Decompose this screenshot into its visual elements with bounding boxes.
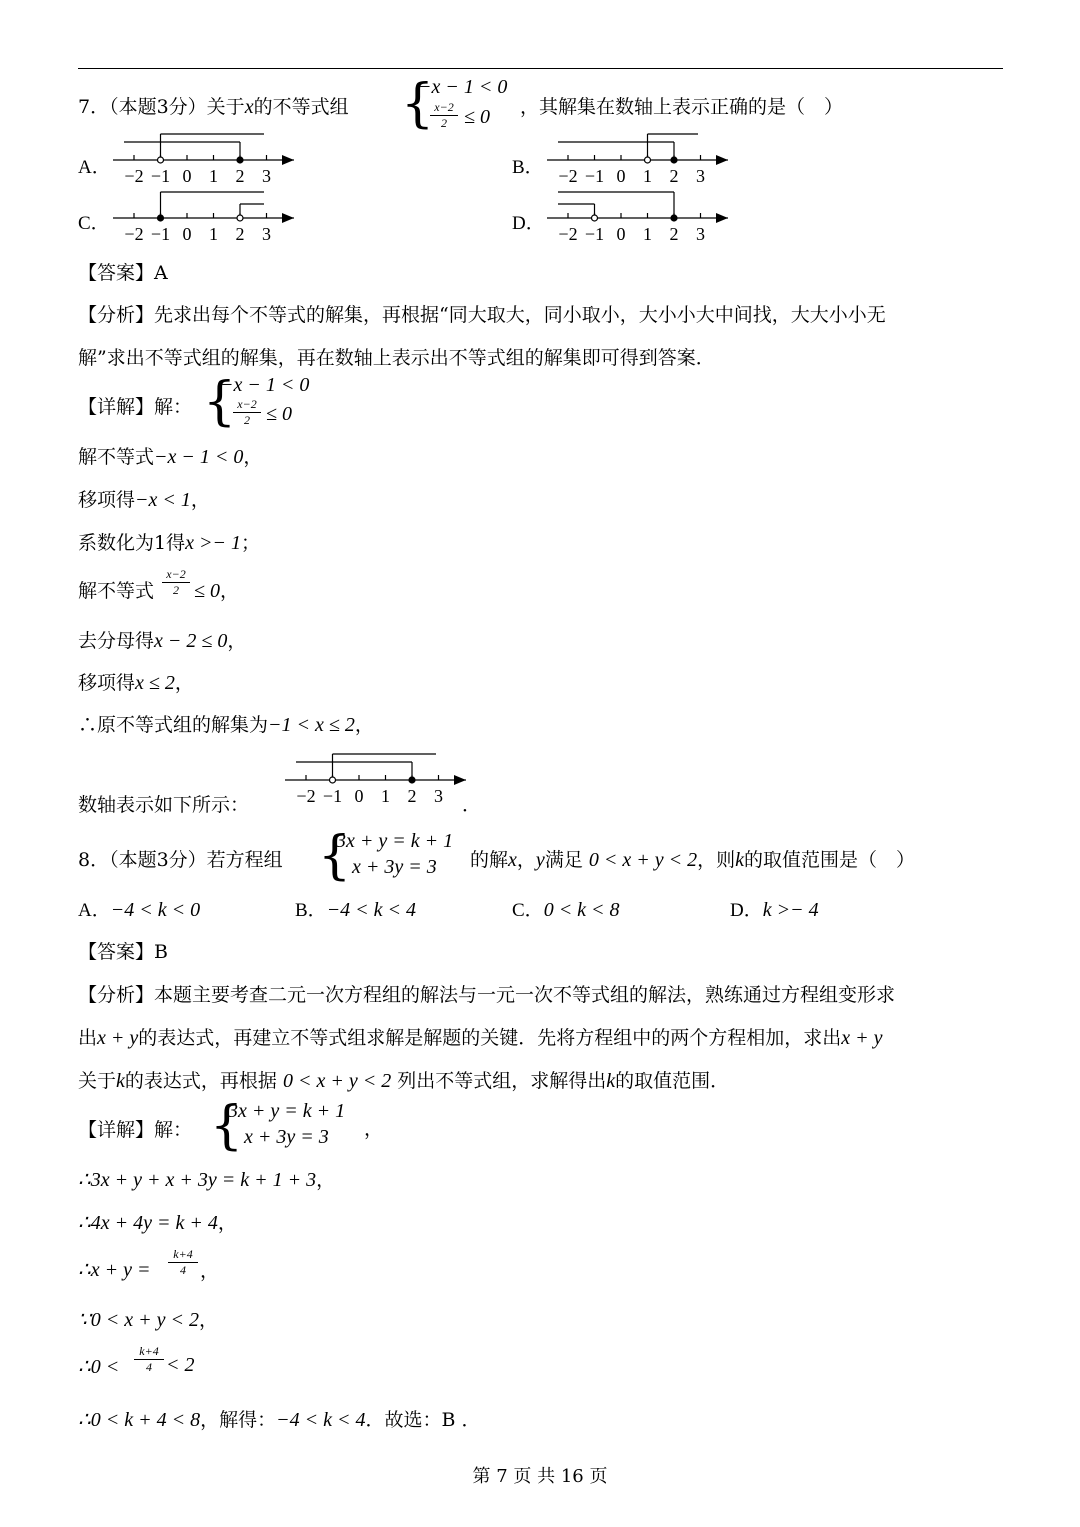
q7-step4-tail-wrap <box>194 576 239 603</box>
q8-detail-brace: { <box>210 1096 244 1156</box>
q8-var-x: x <box>508 849 517 871</box>
tick-label-4: 2 <box>669 166 679 186</box>
q7-step6-text: 移项得 <box>78 672 136 694</box>
solution-ray-0 <box>158 192 265 221</box>
page-footer: 第 7 页 共 16 页 <box>472 1466 608 1487</box>
q8-a3-text1: 的表达式，再根据 <box>124 1070 277 1092</box>
q8-detail-sys-end: ， <box>364 1118 384 1140</box>
q7-sys-frac <box>430 101 458 130</box>
open-dot <box>330 777 336 783</box>
q8-brace: { <box>318 826 352 886</box>
q8-analysis-label: 【分析】 <box>78 984 155 1006</box>
q7-step3-text: 系数化为1得 <box>78 532 186 554</box>
q7-step7-end: ， <box>354 714 374 736</box>
tick-label-3: 1 <box>381 786 390 806</box>
tick-label-5: 3 <box>696 224 705 244</box>
q7-step7 <box>78 710 374 737</box>
q8-a2-math: x + y <box>97 1027 139 1049</box>
closed-dot <box>671 157 677 163</box>
tick-label-0: −2 <box>558 224 578 244</box>
tick-label-2: 0 <box>182 166 192 186</box>
q7-answer: 【答案】A <box>78 262 168 284</box>
q7-step4-text: 解不等式 <box>78 580 155 602</box>
q7-step4-den: 2 <box>173 583 179 597</box>
q8-analysis-line1 <box>78 980 895 1007</box>
q7-option-b-label: B． <box>512 157 544 178</box>
q7-option-a-label: A． <box>78 157 111 178</box>
q7-step6-math: x ≤ 2 <box>135 672 175 694</box>
open-dot <box>237 215 243 221</box>
q8-option-a-label: A． <box>78 900 111 921</box>
q8-option-a <box>78 895 200 922</box>
number-line-axis <box>547 213 728 244</box>
q8-stem-mid2: 满足 <box>544 849 583 871</box>
tick-label-3: 1 <box>209 224 218 244</box>
tick-label-5: 3 <box>262 224 271 244</box>
q7-step4 <box>78 576 154 603</box>
open-dot <box>592 215 598 221</box>
q8-d6-math2: −4 < k < 4 <box>276 1409 366 1431</box>
q8-d5-pre: ∴0 < <box>78 1356 120 1378</box>
open-dot <box>645 157 651 163</box>
q8-var-y: y <box>535 849 545 871</box>
q7-step2 <box>78 485 210 512</box>
q8-d1 <box>78 1165 335 1192</box>
q8-stem-rest <box>470 845 915 872</box>
q7-option-a-number-line <box>108 128 308 188</box>
tick-label-1: −1 <box>584 224 605 244</box>
q8-d5-num: k+4 <box>139 1344 159 1358</box>
q7-analysis-text1: 先求出每个不等式的解集，再根据“同大取大，同小取小，大小小大中间找，大大小小无 <box>154 304 886 326</box>
q7-step4-num: x−2 <box>166 567 186 581</box>
q7-step7-text: ∴原不等式组的解集为 <box>78 714 269 736</box>
q7-option-d-label: D． <box>512 213 545 234</box>
q8-cond: 0 < x + y < 2 <box>588 849 698 871</box>
axis-arrow <box>716 155 728 165</box>
tick-label-0: −2 <box>124 166 144 186</box>
q8-stem-mid3: ，则 <box>697 849 736 871</box>
tick-label-1: −1 <box>150 166 171 186</box>
q8-option-c-math: 0 < k < 8 <box>543 899 620 921</box>
q8-option-d <box>730 895 819 922</box>
q8-d1-math: ∴3x + y + x + 3y = k + 1 + 3 <box>78 1169 317 1191</box>
q8-d6-text2: ．故选：B ． <box>365 1409 481 1431</box>
tick-label-5: 3 <box>696 166 705 186</box>
q8-stem-suffix: 的取值范围是（ ） <box>744 849 916 871</box>
q7-step3-end: ； <box>240 532 260 554</box>
q7-option-d-number-line <box>542 186 742 246</box>
q8-d1-end: ， <box>316 1169 336 1191</box>
tick-label-1: −1 <box>322 786 343 806</box>
q7-sys-line1: −x − 1 < 0 <box>418 76 508 98</box>
q7-sys-frac-num: x−2 <box>434 100 454 114</box>
q8-a2-text: 的表达式，再建立不等式组求解是解题的关键．先将方程组中的两个方程相加，求出 <box>138 1027 842 1049</box>
tick-label-4: 2 <box>407 786 417 806</box>
axis-arrow <box>282 155 294 165</box>
closed-dot <box>158 215 164 221</box>
q8-a3-math: 0 < x + y < 2 <box>282 1070 392 1092</box>
q7-step4-tail: ≤ 0 <box>194 580 220 602</box>
q8-analysis-text1: 本题主要考查二元一次方程组的解法与一元一次不等式组的解法，熟练通过方程组变形求 <box>154 984 896 1006</box>
q7-stem-mid: 的不等式组 <box>253 96 349 118</box>
tick-label-4: 2 <box>235 166 245 186</box>
q7-step2-end: ， <box>190 489 210 511</box>
number-line-axis <box>285 775 466 806</box>
q8-a3-k: k <box>116 1070 125 1092</box>
q8-stem-prefix: 8．（本题3分）若方程组 <box>78 849 283 871</box>
q7-sys-line2-tail: ≤ 0 <box>464 106 490 128</box>
q8-d3-num: k+4 <box>173 1247 193 1261</box>
q7-step5-text: 去分母得 <box>78 630 155 652</box>
q7-step1-math: −x − 1 < 0 <box>154 446 244 468</box>
q7-stem <box>78 92 349 119</box>
axis-arrow <box>454 775 466 785</box>
tick-label-0: −2 <box>296 786 316 806</box>
q8-d6 <box>78 1405 481 1432</box>
q7-analysis-line1 <box>78 300 886 327</box>
q8-d6-text: ，解得： <box>200 1409 277 1431</box>
solution-ray-0 <box>158 134 265 163</box>
q7-detail-sys-frac <box>233 398 261 427</box>
q8-a3-pre: 关于 <box>78 1070 117 1092</box>
q8-d6-math: ∴0 < k + 4 < 8 <box>78 1409 201 1431</box>
tick-label-4: 2 <box>235 224 245 244</box>
q8-a2-pre: 出 <box>78 1027 98 1049</box>
q8-var-k: k <box>735 849 745 871</box>
q8-analysis-line3 <box>78 1066 729 1093</box>
q8-a3-text3: 的取值范围． <box>615 1070 730 1092</box>
q7-stem-prefix: 7．（本题3分）关于 <box>78 96 245 118</box>
q8-comma: ， <box>516 849 536 871</box>
q8-option-d-label: D． <box>730 900 763 921</box>
tick-label-5: 3 <box>262 166 271 186</box>
q8-answer: 【答案】B <box>78 941 168 963</box>
q7-step8-end: ． <box>462 794 482 816</box>
tick-label-5: 3 <box>434 786 443 806</box>
q7-step6-end: ， <box>174 672 194 694</box>
q7-step1-end: ， <box>243 446 263 468</box>
q8-d3-den: 4 <box>180 1263 186 1277</box>
open-dot <box>158 157 164 163</box>
number-line-axis <box>547 155 728 186</box>
tick-label-2: 0 <box>616 166 626 186</box>
q7-analysis-label: 【分析】 <box>78 304 155 326</box>
q8-option-c-label: C． <box>512 900 544 921</box>
q8-option-d-math: k >− 4 <box>762 899 819 921</box>
q7-detail-brace: { <box>203 372 237 432</box>
tick-label-0: −2 <box>558 166 578 186</box>
q7-step7-math: −1 < x ≤ 2 <box>268 714 355 736</box>
q7-step4-frac <box>162 568 190 597</box>
tick-label-2: 0 <box>354 786 364 806</box>
q7-step2-text: 移项得 <box>78 489 136 511</box>
tick-label-4: 2 <box>669 224 679 244</box>
q8-analysis-line2 <box>78 1023 883 1050</box>
tick-label-0: −2 <box>124 224 144 244</box>
q7-step5-math: x − 2 ≤ 0 <box>154 630 228 652</box>
tick-label-3: 1 <box>643 224 652 244</box>
q8-option-b-label: B． <box>295 900 327 921</box>
q7-option-c-number-line <box>108 186 308 246</box>
q7-detail-frac-num: x−2 <box>237 397 257 411</box>
q8-a3-text2: 列出不等式组，求解得出 <box>397 1070 607 1092</box>
q7-var-x: x <box>244 96 254 118</box>
q8-d3-frac <box>168 1248 198 1277</box>
tick-label-2: 0 <box>616 224 626 244</box>
q7-option-b-number-line <box>542 128 742 188</box>
q7-detail-sys-line1: −x − 1 < 0 <box>220 374 310 396</box>
q7-step2-math: −x < 1 <box>135 489 191 511</box>
q7-step1-text: 解不等式 <box>78 446 155 468</box>
q8-detail-sys-line1: 3x + y = k + 1 <box>228 1100 346 1122</box>
q8-option-a-math: −4 < k < 0 <box>110 899 201 921</box>
header-rule <box>78 68 1003 69</box>
q8-sys-line2: x + 3y = 3 <box>352 856 437 878</box>
q8-a2-math2: x + y <box>841 1027 883 1049</box>
q8-d4-math: ∵0 < x + y < 2 <box>78 1309 199 1331</box>
q8-d4 <box>78 1305 218 1332</box>
q8-stem-mid1: 的解 <box>470 849 509 871</box>
q7-option-c-label: C． <box>78 213 110 234</box>
q8-option-b <box>295 895 416 922</box>
q7-step8-text: 数轴表示如下所示： <box>78 794 250 816</box>
q8-d3-end: ， <box>200 1260 220 1282</box>
axis-arrow <box>716 213 728 223</box>
q8-d5-frac <box>134 1345 164 1374</box>
q7-brace: { <box>401 74 435 134</box>
q7-step5-end: ， <box>227 630 247 652</box>
q7-solution-number-line <box>280 748 480 808</box>
tick-label-1: −1 <box>150 224 171 244</box>
q8-detail-sys-line2: x + 3y = 3 <box>244 1126 329 1148</box>
number-line-axis <box>113 155 294 186</box>
q7-sys-frac-den: 2 <box>441 116 447 130</box>
q7-step6 <box>78 668 194 695</box>
q7-step1 <box>78 442 262 469</box>
tick-label-1: −1 <box>584 166 605 186</box>
q7-detail-label: 【详解】解： <box>78 396 193 418</box>
number-line-axis <box>113 213 294 244</box>
q7-analysis-line2: 解”求出不等式组的解集，再在数轴上表示出不等式组的解集即可得到答案． <box>78 347 715 369</box>
closed-dot <box>409 777 415 783</box>
tick-label-3: 1 <box>643 166 652 186</box>
q8-d2-end: ， <box>217 1212 237 1234</box>
tick-label-3: 1 <box>209 166 218 186</box>
q8-d4-end: ， <box>198 1309 218 1331</box>
closed-dot <box>237 157 243 163</box>
axis-arrow <box>282 213 294 223</box>
q8-a3-k2: k <box>606 1070 616 1092</box>
q8-d2 <box>78 1208 237 1235</box>
q7-step3-math: x >− 1 <box>185 532 241 554</box>
q7-stem-suffix: ，其解集在数轴上表示正确的是（ ） <box>520 96 844 118</box>
q8-option-b-math: −4 < k < 4 <box>326 899 417 921</box>
tick-label-2: 0 <box>182 224 192 244</box>
q8-detail-label: 【详解】解： <box>78 1119 193 1141</box>
closed-dot <box>671 215 677 221</box>
q8-sys-line1: 3x + y = k + 1 <box>336 830 454 852</box>
q7-detail-frac-den: 2 <box>244 413 250 427</box>
q7-step4-end: ， <box>219 580 239 602</box>
q8-option-c <box>512 895 620 922</box>
q8-d5-den: 4 <box>146 1360 152 1374</box>
q7-detail-sys-tail: ≤ 0 <box>266 403 292 425</box>
q7-step5 <box>78 626 246 653</box>
q7-step3 <box>78 528 260 555</box>
solution-ray-0 <box>330 754 437 783</box>
q8-d2-math: ∴4x + 4y = k + 4 <box>78 1212 218 1234</box>
q8-d5-tail: < 2 <box>166 1354 195 1376</box>
q8-d3-pre: ∴x + y = <box>78 1259 151 1281</box>
solution-ray-1 <box>558 192 677 221</box>
